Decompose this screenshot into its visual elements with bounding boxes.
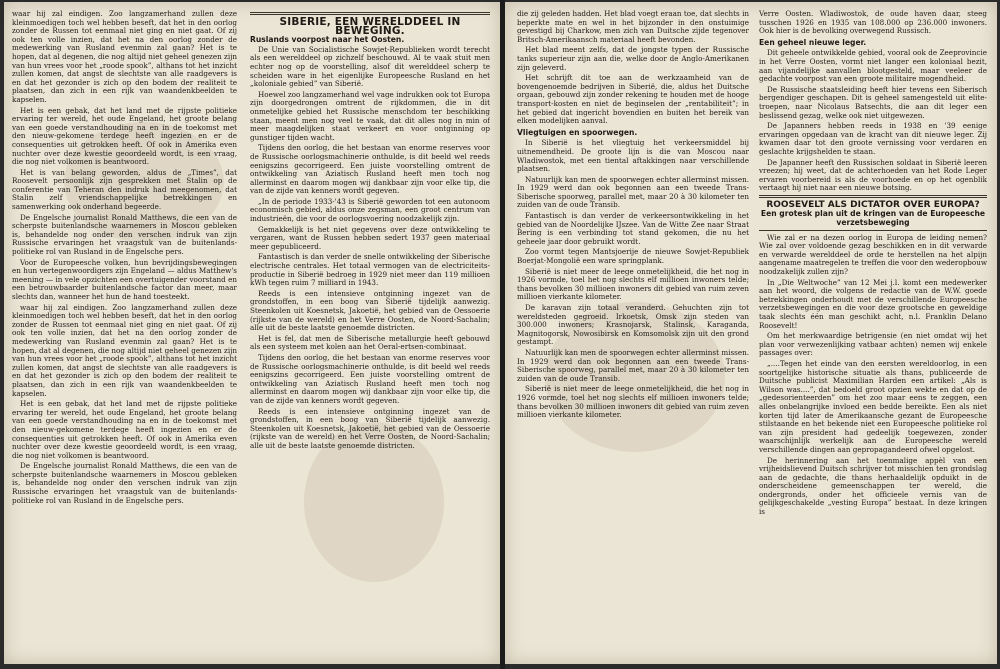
paragraph: In Siberië is het vliegtuig het verkeersmiddel bij uitnemendheid. De groote lijn is die van Moscou naar Wladiwostok, met een tiental aftakkingen naar verschillende plaatsen. — [517, 138, 749, 174]
paragraph: waar hij zal eindigen. Zoo langzamerhand zullen deze kleinmoedigen toch wel hebben beseft, dat het in den oorlog zonder de Russen tot eenmaal niet ging en niet gaat. Of zij ook ten volle inzien, dat het na den oorlog zonder de medewerking van Rusland evenmin zal gaan? Het is te hopen, dat al degenen, die nog altijd niet geheel genezen zijn van hun vrees voor het „roode spook”, althans tot het inzicht zullen komen, dat angst de slechtste van alle raadgevers is en dat het gezonder is zich op den bodem der realiteit te plaatsen, dan zich in een rijk van waandenkbeelden te kapselen. — [12, 10, 237, 104]
paragraph: Fantastisch is dan verder de snelle ontwikkeling der Siberische electrische centrales. Het totaal vermogen van de electriciteits-productie in Siberië bedroeg in 1929 niet meer dan 119 millioen kWh tegen ruim 7 milliard in 1943. — [250, 252, 490, 288]
paragraph: De Russische staatsleiding heeft hier tevens een Siberisch bergendiger geschapen. Dit is geheel samengesteld uit elite-troepen, naar Nicolaus Batsechts, die aan dit leger een beslissend gezag, welke ook niet uitgewezen. — [759, 84, 987, 120]
paragraph: Het blad meent zelfs, dat de jongste typen der Russische tanks superieur zijn aan die, welke door de Anglo-Amerikanen zijn geleverd. — [517, 45, 749, 72]
paragraph: De Engelsche journalist Ronald Matthews, die een van de scherpste buitenlandsche waarnemers in Moscou gebleken is, behandelde nog onder den verschen indruk van zijn Russische ervaringen het vraagstuk van de buitenlands-politieke rol van Rusland in de Engelsche pers. — [12, 212, 237, 257]
paragraph: Reeds is een intensieve ontginning ingezet van de grondstoffen, in een boog van Siberië tijdelijk aanwezig. Steenkolen uit Koesnetsk, Jakoetië, het gebied van de Oessoerie (rijkste van de wereld) en het Verre Oosten, de Noord-Sachalin; alle uit de beste laatste genoemde districten. — [250, 406, 490, 450]
paragraph: Het is een gebak, dat het land met de rijpste politieke ervaring ter wereld, het oude Engeland, het groote belang van een goede verstandhouding na en in de toekomst met den nieuw-gekomene terdege heeft ingezien en er de consequenties uit getrokken heeft. Of ook in Amerika even nuchter over deze kwestie geoordeeld wordt, is een vraag, die nog niet volkomen is beantwoord. — [12, 399, 237, 460]
paragraph: Fantastisch is dan verder de verkeersontwikkeling in het gebied van de Noordelijke IJszee. Van de Witte Zee naar Straat Bering is een verbinding tot stand gekomen, die nu het geheele jaar door gebruikt wordt. — [517, 211, 749, 246]
left-column-continued-article — [12, 10, 237, 658]
article-title: SIBERIE, EEN WERELDDEEL IN BEWEGING. — [279, 16, 461, 37]
paragraph: Het is van belang geworden, aldus de „Times”, dat Roosevelt persoonlijk zijn gesprekken met Stalin op de conferentie van Teheran den indruk had meegenomen, dat Stalin zelf vriendschappelijke betrekkingen en samenwerking ook onderhand begeerde. — [12, 167, 237, 212]
divider — [759, 230, 987, 231]
paragraph: Reeds is een intensieve ontginning ingezet van de grondstoffen, in een boog van Siberië tijdelijk aanwezig. Steenkolen uit Koesnetsk, Jakoetië, het gebied van de Oessoerie (rijkste van de wereld) en het Verre Oosten, de Noord-Sachalin; alle uit de beste laatste genoemde districten. — [250, 288, 490, 333]
paragraph: De karavan zijn totaal veranderd. Gehuchten zijn tot wereldsteden gegroeid. Irkoetsk, Omsk zijn steden van 300.000 inwoners; Krasnojarsk, Stalinsk, Karaganda, Magnitogorsk, Nowosibirsk en Komsomolsk zijn uit den grond gestampt. — [517, 303, 749, 347]
siberia-article — [250, 10, 490, 658]
right-column-siberia-continued — [517, 10, 749, 658]
paragraph: Hoewel zoo langzamerhand wel vage indrukken ook tot Europa zijn doorgedrongen omtrent de rijkdommen, die in dit onmetelijke gebied het Russische menschdom ter beschikking staan, meent men nog veel te vaak, dat dit alles nog in min of meer maagdelijken staat verkeert en voor ontginning op gunstiger tijden wacht. — [250, 89, 490, 142]
paragraph: De Unie van Socialistische Sowjet-Republieken wordt terecht als een werelddeel op zichzelf beschouwd. Al te vaak stuit men echter nog op de voorstelling, alsof dit werelddeel scherp te scheiden ware in het eigenlijke Europeesche Rusland en het „koloniale gebied” van Siberië. — [250, 44, 490, 89]
divider — [759, 195, 987, 198]
divider — [250, 12, 490, 15]
paragraph: In „Die Weltwoche” van 12 Mei j.l. komt een medewerker aan het woord, die volgens de redactie van de W.W. goede betrekkingen onderhoudt met de verschillende Europeesche verzetsbewegingen en die voor deze grootsche en geweldige taak slechts één man geschikt acht, n.l. Franklin Delano Roosevelt! — [759, 277, 987, 330]
paragraph: Siberië is niet meer de leege onmetelijkheid, die het nog in 1926 vormde, toel het nog slechts elf millioen inwoners telde; thans bevolken 30 millioen inwoners dit gebied van ruim zeven millioen vierkante kilometer. — [517, 384, 749, 420]
paragraph: De Japanner heeft den Russischen soldaat in Siberië leeren vreezen; hij weet, dat de achterhoeden van het Rode Leger ervaren voorbereid is als de voorhoede en op het ogenblik vertaagt hij niet naar een nieuwe botsing. — [759, 157, 987, 193]
paragraph: Siberië is niet meer de leege onmetelijkheid, die het nog in 1926 vormde, toel het nog slechts elf millioen inwoners telde; thans bevolken 30 millioen inwoners dit gebied van ruim zeven millioen vierkante kilometer. — [517, 266, 749, 302]
paragraph: „....Tegen het einde van den eersten wereldoorlog, in een soortgelijke historische situatie als thans, publiceerde de Duitsche publicist Maximilian Harden een artikel: „Als is Wilson was....”, dat bedoeld groot opzien wekte en dat op de „gedesorienteerden” om het zoo maar eens te zeggen, een alles onbelangrijke invloed een bedde bereikte. Een als niet korten tijd later de Amerikaansche gezant de Europeesche stilstaande en het bekende niet een Europeesche politieke rol van zijn president had gedeelijk toegewezen, zonder waarschijnlijk werkelijk aan de Europeesche wereld verschillende dingen aan gepropagandeerd ofwel opgelost. — [759, 358, 987, 454]
paragraph: Zoo vormt tegen Mantsjoerije de nieuwe Sowjet-Republiek Boerjat-Mongolië een ware springplank. — [517, 247, 749, 266]
article-subtitle: Ruslands voorpost naar het Oosten. — [250, 35, 405, 45]
article-subtitle: Een grotesk plan uit de kringen van de Europeesche verzetsbeweging — [760, 209, 986, 228]
paragraph: Voor de Europeesche volken, hun bevrijdingsbewegingen en hun vertegenwoordigers zijn Engeland — aldus Matthew's meening — in vele opzichten een overtuigender voorstand en een betrouwbaarder buitenlandsche factor dan meer, maar slechts dan, wanneer het hun de hand toesteekt. — [12, 257, 237, 301]
paragraph: die zij geleden hadden. Het blad voegt eraan toe, dat slechts in beperkte mate en wel in het bijzonder in den onstuimige gevestigd bij Charkow, men zich van Duitsche zijde tegenover Britsch-Amerikaansch materiaal heeft bevonden. — [517, 10, 749, 44]
paragraph: „In de periode 1933-'43 is Siberië geworden tot een autonoom economisch gebied, aldus onze zegsman, een groot centrum van industrieën, die voor de oorlogsvoering noodzakelijk zijn. — [250, 196, 490, 224]
paragraph: Het is een gebak, dat het land met de rijpste politieke ervaring ter wereld, het oude Engeland, het groote belang van een goede verstandhouding na en in de toekomst met den nieuw-gekomene terdege heeft ingezien en er de consequenties uit getrokken heeft. Of ook in Amerika even nuchter over deze kwestie geoordeeld wordt, is een vraag, die nog niet volkomen is beantwoord. — [12, 105, 237, 167]
paragraph: Het is fel, dat men de Siberische metallurgie heeft gebouwd als een systeem met kolen aan het Oeral-ertsen-combinaat. — [250, 333, 490, 352]
paragraph: Natuurlijk kan men de spoorwegen echter allerminst missen. In 1929 werd dan ook begonnen aan een tweede Trans-Siberische spoorweg, parallel met, maar 20 à 30 kilometer ten zuiden van de oude Transib. — [517, 174, 749, 210]
paragraph: Tijdens den oorlog, die het bestaan van enorme reserves voor de Russische oorlogsmachinerie onthulde, is dit beeld wel reeds eenigszins gecorrigeerd. Een juiste voorstelling omtrent de ontwikkeling van Aziatisch Rusland heeft men toch nog allerminst en daarom mogen wij dankbaar zijn voor elke tip, die van de zijde van kenners wordt gegeven. — [250, 352, 490, 405]
paragraph: Wie zal er na dezen oorlog in Europa de leiding nemen? Wie zal over voldoende gezag beschikken en in dit verwarde en verwarde werelddeel de orde te herstellen na het alpijn aangename maatregelen te treffen die voor den wederopbouw noodzakelijk zullen zijn? — [759, 232, 987, 277]
paragraph: De herinnering aan het toenmalige appèl van een vrijheidslievend Duitsch schrijver tot misschien ten grondslag aan de gedachte, die thans herhaaldelijk opduikt in de onderscheidene gemeenschappen ter wereld, die ondergronds, onder het officieele vernis van de gelijkgeschakelde „vesting Europa” bestaat. In deze kringen is — [759, 455, 987, 517]
paragraph: waar hij zal eindigen. Zoo langzamerhand zullen deze kleinmoedigen toch wel hebben beseft, dat het in den oorlog zonder de Russen tot eenmaal niet ging en niet gaat. Of zij ook ten volle inzien, dat het na den oorlog zonder de medewerking van Rusland evenmin zal gaan? Het is te hopen, dat al degenen, die nog altijd niet geheel genezen zijn van hun vrees voor het „roode spook”, althans tot het inzicht zullen komen, dat angst de slechtste van alle raadgevers is en dat het gezonder is zich op den bodem der realiteit te plaatsen, dan zich in een rijk van waandenkbeelden te kapselen. — [12, 302, 237, 398]
paragraph: Gemakkelijk is het niet gegevens over deze ontwikkeling te vergaren, want de Russen hebben sedert 1937 geen materiaal meer gepubliceerd. — [250, 224, 490, 251]
left-page — [4, 2, 500, 664]
paragraph: De Japanners hebben reeds in 1938 en '39 eenige ervaringen opgedaan van de kracht van dit nieuwe leger. Zij kwamen daar tot den groote vernissing voor verdaren en geslachte krijgshelden te staan. — [759, 121, 987, 156]
paragraph: Dit geheele ontwikkelde gebied, vooral ook de Zeeprovincie in het Verre Oosten, vormt niet langer een koloniaal bezit, aan vijandelijke aanvallen blootgesteld, maar veeleer de gedachte voorpost van een groote militaire mogendheid. — [759, 48, 987, 84]
section-heading: Vliegtuigen en spoorwegen. — [517, 127, 638, 137]
paragraph: De Engelsche journalist Ronald Matthews, die een van de scherpste buitenlandsche waarnemers in Moscou gebleken is, behandelde nog onder den verschen indruk van zijn Russische ervaringen het vraagstuk van de buitenlands-politieke rol van Rusland in de Engelsche pers. — [12, 461, 237, 505]
right-page — [505, 2, 997, 664]
section-heading: Een geheel nieuwe leger. — [759, 37, 867, 47]
paragraph: Natuurlijk kan men de spoorwegen echter allerminst missen. In 1929 werd dan ook begonnen aan een tweede Trans-Siberische spoorweg, parallel met, maar 20 à 30 kilometer ten zuiden van de oude Transib. — [517, 347, 749, 383]
paragraph: Het schrijft dit toe aan de werkzaamheid van de bovengenoemde bedrijven in Siberië, die, aldus het Duitsche orgaan, gebouwd zijn zonder rekening te houden met de hooge transport-kosten en niet de beginselen der „rentabiliteit”; in het gebied dat ingericht bovendien en buiten het bereik van elken modelijken aanval. — [517, 73, 749, 126]
article-title: ROOSEVELT ALS DICTATOR OVER EUROPA? — [766, 199, 980, 210]
right-column-mixed — [759, 10, 987, 658]
paragraph: Verre Oosten. Wladiwostok, de oude haven daar, steeg tusschen 1926 en 1935 van 108.000 op 236.000 inwoners. Ook hier is de bevolking overwegend Russisch. — [759, 10, 987, 36]
paragraph: Om het merkwaardige betrigensie (en niet omdat wij het plan voor verwezenlijking vatbaar achten) nemen wij enkele passages over: — [759, 331, 987, 358]
paragraph: Tijdens den oorlog, die het bestaan van enorme reserves voor de Russische oorlogsmachinerie onthulde, is dit beeld wel reeds eenigszins gecorrigeerd. Een juiste voorstelling omtrent de ontwikkeling van Aziatisch Rusland heeft men toch nog allerminst en daarom mogen wij dankbaar zijn voor elke tip, die van de zijde van kenners wordt gegeven. — [250, 143, 490, 196]
